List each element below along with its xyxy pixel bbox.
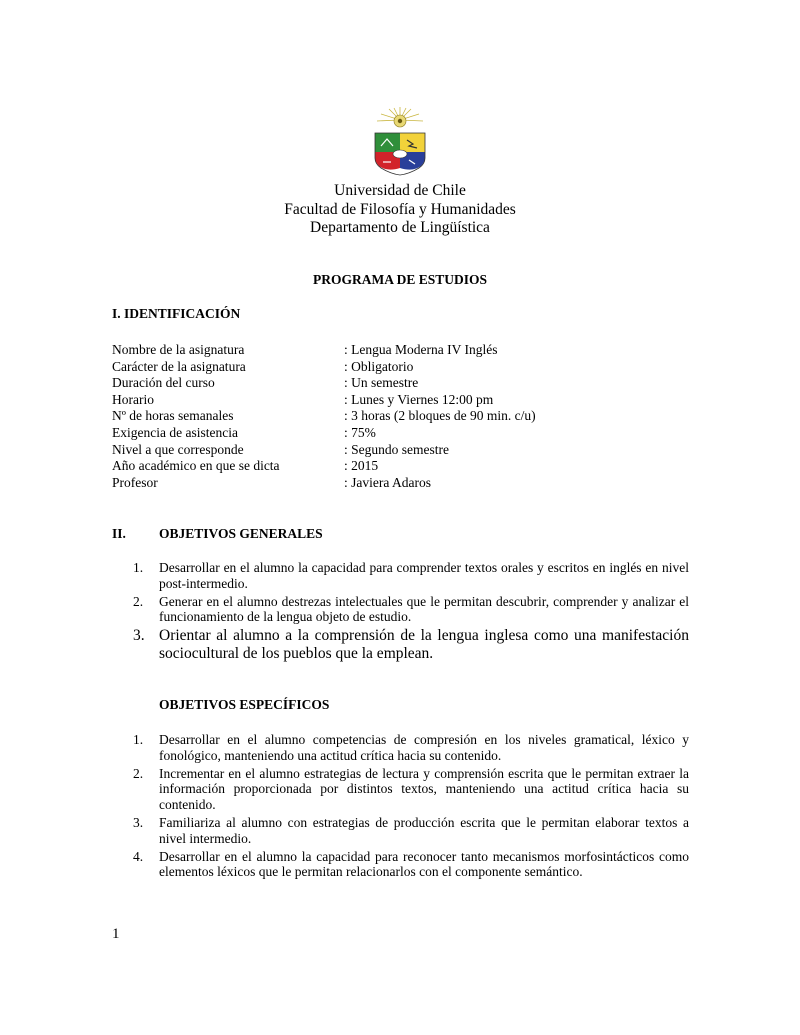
specific-objectives-list bbox=[133, 732, 689, 882]
ident-row-course-name bbox=[112, 342, 536, 359]
ident-row-professor bbox=[112, 475, 536, 492]
item-text: Desarrollar en el alumno la capacidad para comprender textos orales y escritos en inglés en nivel post-intermedio. bbox=[159, 560, 689, 591]
item-number: 2. bbox=[133, 593, 144, 609]
item-number: 4. bbox=[133, 848, 144, 864]
program-title: PROGRAMA DE ESTUDIOS bbox=[312, 272, 488, 287]
ident-value: : Segundo semestre bbox=[344, 441, 449, 457]
university-name: Universidad de Chile bbox=[334, 182, 466, 199]
department-name: Departamento de Lingüística bbox=[310, 219, 490, 236]
ident-label: Horario bbox=[112, 391, 154, 407]
ident-row-duration bbox=[112, 375, 536, 392]
item-text: Generar en el alumno destrezas intelectuales que le permitan descubrir, comprender y analizar el funcionamiento de la lengua objeto de estudio. bbox=[159, 593, 689, 625]
list-item bbox=[133, 594, 689, 626]
ident-row-academic-year bbox=[112, 458, 536, 475]
university-crest-logo bbox=[369, 106, 431, 182]
identification-table bbox=[112, 342, 536, 491]
ident-label: Nombre de la asignatura bbox=[112, 342, 245, 357]
list-item bbox=[133, 766, 689, 813]
specific-objectives-heading: OBJETIVOS ESPECÍFICOS bbox=[159, 697, 330, 712]
item-number: 3. bbox=[133, 627, 145, 645]
item-text: Desarrollar en el alumno la capacidad para reconocer tanto mecanismos morfosintácticos como elementos léxicos que le permitan relacionarlos con el componente semántico. bbox=[159, 848, 689, 880]
list-item bbox=[133, 815, 689, 847]
list-item bbox=[133, 732, 689, 764]
ident-label: Profesor bbox=[112, 474, 158, 490]
item-text: Incrementar en el alumno estrategias de lectura y comprensión escrita que le permitan extraer la información proporcionada por distintos textos, manteniendo una actitud crítica hacia su contenido. bbox=[159, 765, 689, 813]
item-number: 1. bbox=[133, 732, 144, 747]
section-number: II. bbox=[112, 526, 126, 541]
item-number: 1. bbox=[133, 560, 144, 575]
item-text: Familiariza al alumno con estrategias de producción escrita que le permitan elaborar textos a nivel intermedio. bbox=[159, 814, 689, 846]
ident-row-level bbox=[112, 442, 536, 459]
ident-label: Nº de horas semanales bbox=[112, 408, 234, 424]
page-number: 1 bbox=[112, 926, 120, 942]
ident-value: : 2015 bbox=[344, 458, 379, 474]
ident-row-course-type bbox=[112, 359, 536, 376]
ident-value: : Lengua Moderna IV Inglés bbox=[344, 342, 498, 357]
ident-label: Año académico en que se dicta bbox=[112, 458, 280, 474]
ident-label: Exigencia de asistencia bbox=[112, 424, 238, 440]
ident-value: : Un semestre bbox=[344, 375, 419, 391]
list-item bbox=[133, 560, 689, 592]
item-text: Desarrollar en el alumno competencias de compresión en los niveles gramatical, léxico y fonológico, manteniendo una actitud crítica hacia su contenido. bbox=[159, 732, 689, 763]
item-number: 2. bbox=[133, 765, 144, 781]
item-number: 3. bbox=[133, 814, 144, 830]
list-item bbox=[133, 627, 689, 663]
ident-row-schedule bbox=[112, 392, 536, 409]
list-item bbox=[133, 849, 689, 881]
ident-label: Carácter de la asignatura bbox=[112, 358, 246, 374]
ident-value: : Javiera Adaros bbox=[344, 474, 431, 490]
item-text: Orientar al alumno a la comprensión de la lengua inglesa como una manifestación sociocultural de los pueblos que la emplean. bbox=[159, 627, 689, 663]
ident-row-attendance bbox=[112, 425, 536, 442]
faculty-name: Facultad de Filosofía y Humanidades bbox=[284, 200, 516, 218]
ident-value: : Lunes y Viernes 12:00 pm bbox=[344, 391, 494, 407]
ident-value: : Obligatorio bbox=[344, 358, 414, 374]
identification-heading: I. IDENTIFICACIÓN bbox=[112, 306, 241, 321]
section-title: OBJETIVOS GENERALES bbox=[159, 526, 323, 541]
general-objectives-list bbox=[133, 560, 689, 665]
ident-value: : 75% bbox=[344, 424, 376, 440]
ident-value: : 3 horas (2 bloques de 90 min. c/u) bbox=[344, 408, 536, 424]
ident-label: Nivel a que corresponde bbox=[112, 441, 244, 457]
general-objectives-heading bbox=[112, 526, 323, 542]
institution-header bbox=[0, 182, 800, 238]
ident-row-weekly-hours bbox=[112, 408, 536, 425]
ident-label: Duración del curso bbox=[112, 375, 215, 391]
